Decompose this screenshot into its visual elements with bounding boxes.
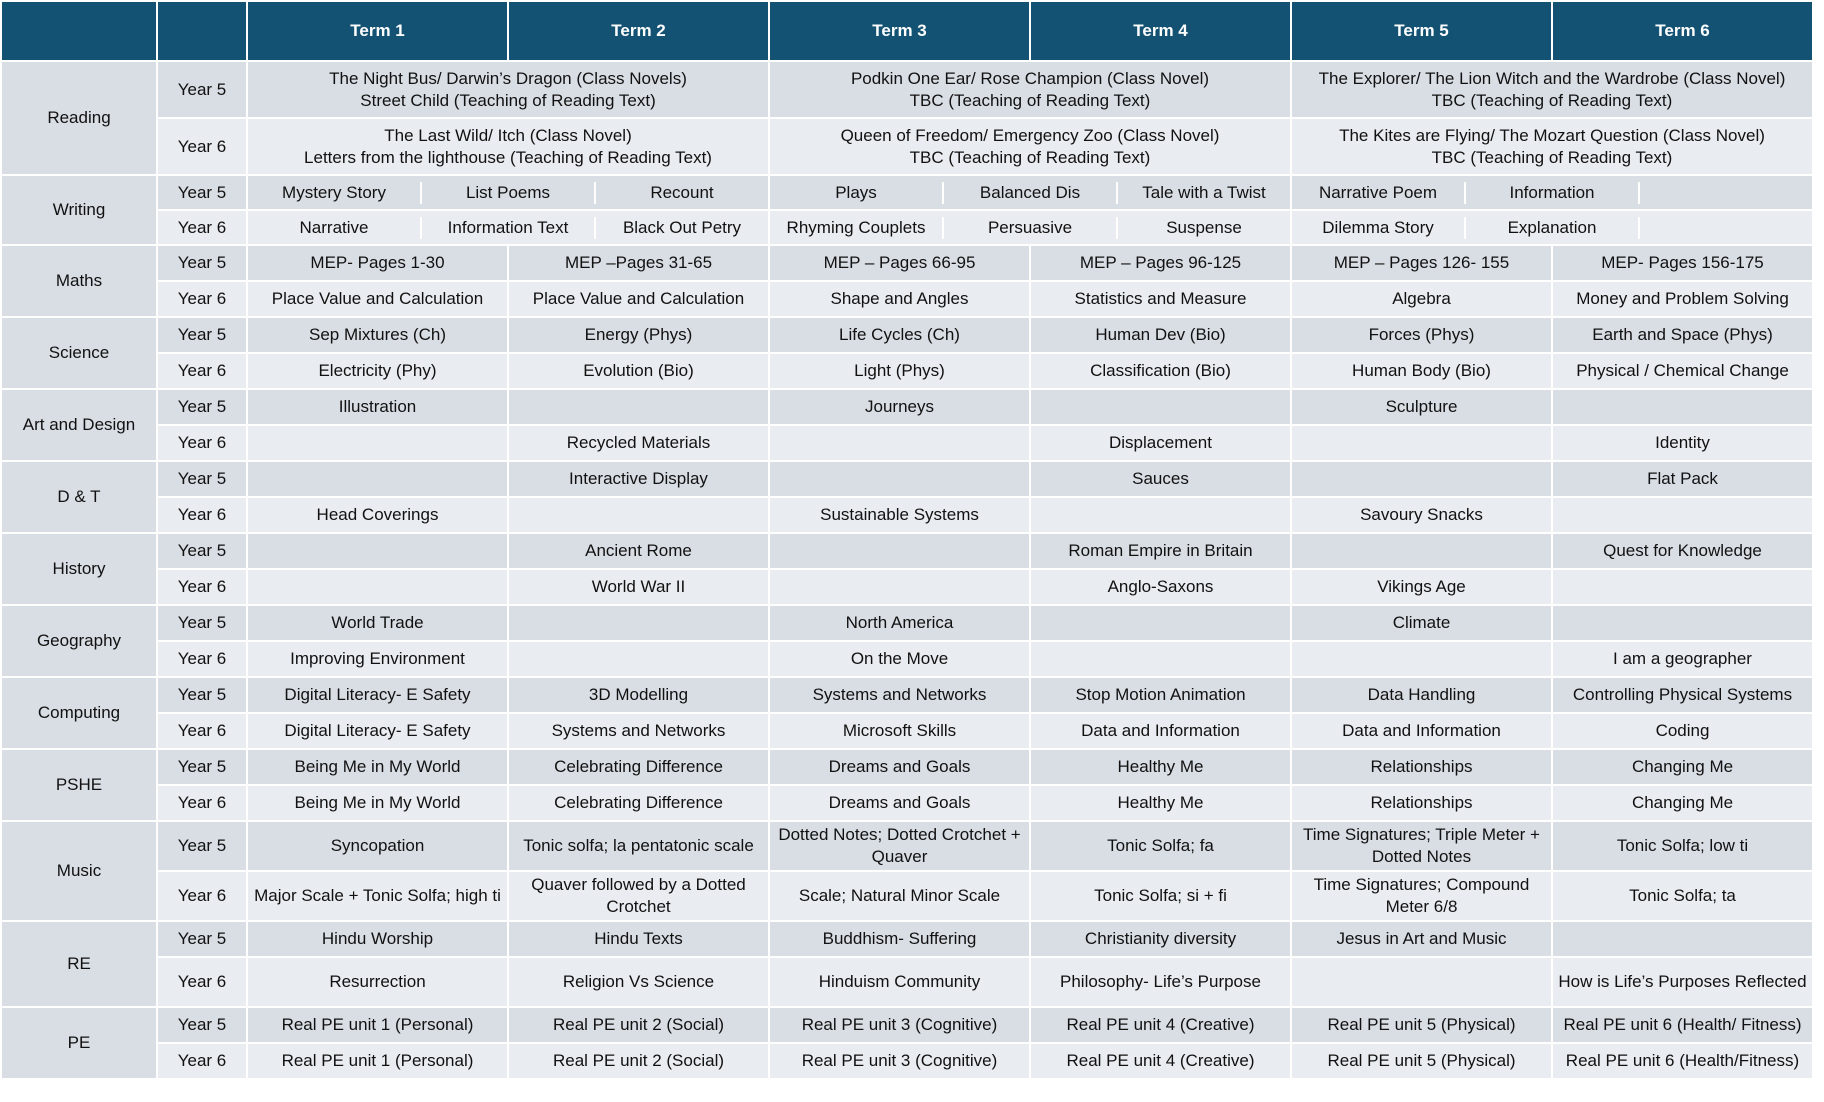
term-cell [1291, 641, 1552, 677]
term-cell: Real PE unit 2 (Social) [508, 1043, 769, 1079]
term-cell [769, 461, 1030, 497]
year-cell: Year 5 [157, 389, 247, 425]
writing-cell: Narrative Poem [1292, 182, 1466, 204]
term-cell: Hinduism Community [769, 957, 1030, 1007]
subject-cell: Art and Design [1, 389, 157, 461]
writing-cell [1640, 217, 1812, 239]
year-cell: Year 5 [157, 61, 247, 118]
year-cell: Year 5 [157, 317, 247, 353]
term-cell: Sep Mixtures (Ch) [247, 317, 508, 353]
term-cell [508, 497, 769, 533]
reading-cell [769, 118, 1291, 175]
writing-cell: Recount [650, 182, 714, 202]
writing-cell: Black Out Petry [622, 217, 742, 237]
table-row [1, 118, 1813, 175]
term-cell [508, 605, 769, 641]
year-cell: Year 6 [157, 957, 247, 1007]
year-cell: Year 5 [157, 1007, 247, 1043]
subject-cell: Science [1, 317, 157, 389]
term-cell: Real PE unit 1 (Personal) [247, 1007, 508, 1043]
reading-line: TBC (Teaching of Reading Text) [909, 90, 1151, 110]
term-cell: Forces (Phys) [1291, 317, 1552, 353]
term-cell: Controlling Physical Systems [1552, 677, 1813, 713]
term-cell: Ancient Rome [508, 533, 769, 569]
term-cell: Resurrection [247, 957, 508, 1007]
subject-cell: D & T [1, 461, 157, 533]
term-cell [1291, 461, 1552, 497]
term-cell: Real PE unit 3 (Cognitive) [769, 1007, 1030, 1043]
term-cell: Quest for Knowledge [1552, 533, 1813, 569]
term-cell [769, 533, 1030, 569]
reading-cell [1291, 118, 1813, 175]
term-cell: Changing Me [1552, 785, 1813, 821]
term-cell: Digital Literacy- E Safety [247, 713, 508, 749]
term-cell: Improving Environment [247, 641, 508, 677]
writing-cell: Plays [770, 182, 944, 204]
year-cell: Year 5 [157, 921, 247, 957]
table-row [1, 713, 1813, 749]
year-cell: Year 5 [157, 605, 247, 641]
year-cell: Year 6 [157, 353, 247, 389]
writing-cell: Tale with a Twist [1142, 182, 1266, 202]
term-cell: Physical / Chemical Change [1552, 353, 1813, 389]
reading-line: TBC (Teaching of Reading Text) [1431, 90, 1673, 110]
reading-line: Podkin One Ear/ Rose Champion (Class Novel) [850, 68, 1210, 88]
term-cell: Data Handling [1291, 677, 1552, 713]
term-cell: Stop Motion Animation [1030, 677, 1291, 713]
term-cell: Vikings Age [1291, 569, 1552, 605]
term-cell [247, 461, 508, 497]
table-row [1, 921, 1813, 957]
table-row [1, 461, 1813, 497]
term-cell: Digital Literacy- E Safety [247, 677, 508, 713]
header-term-5: Term 5 [1291, 1, 1552, 61]
term-cell: How is Life’s Purposes Reflected [1552, 957, 1813, 1007]
term-cell [1030, 389, 1291, 425]
term-cell: Real PE unit 4 (Creative) [1030, 1007, 1291, 1043]
header-term-1: Term 1 [247, 1, 508, 61]
term-cell: Real PE unit 5 (Physical) [1291, 1043, 1552, 1079]
term-cell: MEP- Pages 1-30 [247, 245, 508, 281]
term-cell [247, 533, 508, 569]
term-cell: Religion Vs Science [508, 957, 769, 1007]
table-row [1, 317, 1813, 353]
term-cell [1552, 389, 1813, 425]
term-cell: Illustration [247, 389, 508, 425]
term-cell [508, 641, 769, 677]
term-cell: On the Move [769, 641, 1030, 677]
term-cell: Journeys [769, 389, 1030, 425]
writing-cell: Rhyming Couplets [770, 217, 944, 239]
table-row [1, 821, 1813, 871]
reading-cell [247, 118, 769, 175]
table-row [1, 389, 1813, 425]
term-cell: Time Signatures; Triple Meter + Dotted Notes [1291, 821, 1552, 871]
table-row [1, 175, 1813, 210]
term-cell: Earth and Space (Phys) [1552, 317, 1813, 353]
term-cell: Quaver followed by a Dotted Crotchet [508, 871, 769, 921]
term-cell: MEP- Pages 156-175 [1552, 245, 1813, 281]
term-cell [1291, 957, 1552, 1007]
year-cell: Year 6 [157, 1043, 247, 1079]
writing-cell: Information Text [422, 217, 596, 239]
term-cell: Head Coverings [247, 497, 508, 533]
year-cell: Year 6 [157, 210, 247, 245]
reading-line: The Kites are Flying/ The Mozart Question (Class Novel) [1339, 125, 1765, 145]
term-cell [1552, 569, 1813, 605]
term-cell: Tonic solfa; la pentatonic scale [508, 821, 769, 871]
term-cell: 3D Modelling [508, 677, 769, 713]
term-cell: Relationships [1291, 785, 1552, 821]
term-cell [1291, 533, 1552, 569]
term-cell: Dreams and Goals [769, 749, 1030, 785]
term-cell: Real PE unit 2 (Social) [508, 1007, 769, 1043]
term-cell: Microsoft Skills [769, 713, 1030, 749]
table-row [1, 749, 1813, 785]
subject-cell: Music [1, 821, 157, 921]
table-row [1, 1043, 1813, 1079]
header-corner [1, 1, 157, 61]
term-cell: Displacement [1030, 425, 1291, 461]
table-row [1, 61, 1813, 118]
term-cell [1552, 921, 1813, 957]
reading-line: TBC (Teaching of Reading Text) [1431, 147, 1673, 167]
writing-group [247, 210, 769, 245]
term-cell: Hindu Texts [508, 921, 769, 957]
writing-cell: Explanation [1466, 217, 1640, 239]
subject-cell: Writing [1, 175, 157, 245]
term-cell: Hindu Worship [247, 921, 508, 957]
term-cell: Tonic Solfa; low ti [1552, 821, 1813, 871]
writing-cell: Persuasive [944, 217, 1118, 239]
writing-group [247, 175, 769, 210]
table-row [1, 785, 1813, 821]
table-row [1, 353, 1813, 389]
year-cell: Year 6 [157, 871, 247, 921]
writing-cell: Mystery Story [248, 182, 422, 204]
term-cell: MEP – Pages 126- 155 [1291, 245, 1552, 281]
table-row [1, 1007, 1813, 1043]
year-cell: Year 5 [157, 461, 247, 497]
term-cell: Time Signatures; Compound Meter 6/8 [1291, 871, 1552, 921]
term-cell: Major Scale + Tonic Solfa; high ti [247, 871, 508, 921]
term-cell [769, 569, 1030, 605]
term-cell: Being Me in My World [247, 749, 508, 785]
term-cell: Philosophy- Life’s Purpose [1030, 957, 1291, 1007]
term-cell: Interactive Display [508, 461, 769, 497]
year-cell: Year 5 [157, 821, 247, 871]
writing-group [1291, 210, 1813, 245]
year-cell: Year 5 [157, 245, 247, 281]
table-row [1, 871, 1813, 921]
table-row [1, 641, 1813, 677]
term-cell [1552, 605, 1813, 641]
term-cell: Data and Information [1291, 713, 1552, 749]
term-cell: Healthy Me [1030, 785, 1291, 821]
term-cell: Healthy Me [1030, 749, 1291, 785]
term-cell [247, 425, 508, 461]
term-cell: Real PE unit 4 (Creative) [1030, 1043, 1291, 1079]
table-row [1, 677, 1813, 713]
year-cell: Year 6 [157, 425, 247, 461]
term-cell: Evolution (Bio) [508, 353, 769, 389]
reading-line: Letters from the lighthouse (Teaching of Reading Text) [304, 147, 712, 167]
term-cell: Real PE unit 3 (Cognitive) [769, 1043, 1030, 1079]
term-cell: Systems and Networks [769, 677, 1030, 713]
term-cell: I am a geographer [1552, 641, 1813, 677]
writing-cell: Dilemma Story [1292, 217, 1466, 239]
term-cell: Syncopation [247, 821, 508, 871]
writing-cell [1640, 182, 1812, 204]
subject-cell: PSHE [1, 749, 157, 821]
term-cell: Dreams and Goals [769, 785, 1030, 821]
term-cell: MEP – Pages 66-95 [769, 245, 1030, 281]
header-year-col [157, 1, 247, 61]
reading-cell [247, 61, 769, 118]
term-cell: Algebra [1291, 281, 1552, 317]
term-cell: Being Me in My World [247, 785, 508, 821]
table-row [1, 605, 1813, 641]
term-cell [1291, 425, 1552, 461]
term-cell: World Trade [247, 605, 508, 641]
writing-cell: Suspense [1166, 217, 1242, 237]
term-cell: Christianity diversity [1030, 921, 1291, 957]
table-row [1, 497, 1813, 533]
year-cell: Year 5 [157, 749, 247, 785]
term-cell: Life Cycles (Ch) [769, 317, 1030, 353]
term-cell: Buddhism- Suffering [769, 921, 1030, 957]
term-cell [1552, 497, 1813, 533]
reading-cell [1291, 61, 1813, 118]
reading-line: Queen of Freedom/ Emergency Zoo (Class Novel) [840, 125, 1220, 145]
subject-cell: PE [1, 1007, 157, 1079]
table-row [1, 210, 1813, 245]
term-cell [769, 425, 1030, 461]
term-cell: Place Value and Calculation [247, 281, 508, 317]
term-cell: Classification (Bio) [1030, 353, 1291, 389]
header-term-2: Term 2 [508, 1, 769, 61]
term-cell: Tonic Solfa; ta [1552, 871, 1813, 921]
term-cell: Real PE unit 5 (Physical) [1291, 1007, 1552, 1043]
year-cell: Year 5 [157, 677, 247, 713]
term-cell: Sculpture [1291, 389, 1552, 425]
subject-cell: Maths [1, 245, 157, 317]
term-cell: Recycled Materials [508, 425, 769, 461]
term-cell: Changing Me [1552, 749, 1813, 785]
year-cell: Year 6 [157, 281, 247, 317]
term-cell: Relationships [1291, 749, 1552, 785]
subject-cell: Reading [1, 61, 157, 175]
term-cell: Electricity (Phy) [247, 353, 508, 389]
term-cell: North America [769, 605, 1030, 641]
term-cell: Dotted Notes; Dotted Crotchet + Quaver [769, 821, 1030, 871]
table-row [1, 957, 1813, 1007]
subject-cell: History [1, 533, 157, 605]
table-row [1, 281, 1813, 317]
term-cell: Money and Problem Solving [1552, 281, 1813, 317]
writing-cell: Narrative [248, 217, 422, 239]
reading-line: The Night Bus/ Darwin’s Dragon (Class Novels) [329, 68, 687, 88]
term-cell [1030, 605, 1291, 641]
term-cell: Human Dev (Bio) [1030, 317, 1291, 353]
term-cell: Flat Pack [1552, 461, 1813, 497]
header-term-4: Term 4 [1030, 1, 1291, 61]
term-cell: Sauces [1030, 461, 1291, 497]
year-cell: Year 5 [157, 533, 247, 569]
year-cell: Year 6 [157, 785, 247, 821]
reading-cell [769, 61, 1291, 118]
term-cell [247, 569, 508, 605]
header-term-3: Term 3 [769, 1, 1030, 61]
term-cell: Roman Empire in Britain [1030, 533, 1291, 569]
table-row [1, 245, 1813, 281]
term-cell [1030, 641, 1291, 677]
term-cell [1030, 497, 1291, 533]
term-cell: Statistics and Measure [1030, 281, 1291, 317]
term-cell: Systems and Networks [508, 713, 769, 749]
term-cell: Coding [1552, 713, 1813, 749]
reading-line: The Explorer/ The Lion Witch and the Wardrobe (Class Novel) [1318, 68, 1786, 88]
writing-cell: Balanced Dis [944, 182, 1118, 204]
term-cell: Climate [1291, 605, 1552, 641]
term-cell: Light (Phys) [769, 353, 1030, 389]
header-row [1, 1, 1813, 61]
term-cell: Tonic Solfa; si + fi [1030, 871, 1291, 921]
writing-cell: Information [1466, 182, 1640, 204]
writing-group [769, 175, 1291, 210]
term-cell: Celebrating Difference [508, 749, 769, 785]
header-term-6: Term 6 [1552, 1, 1813, 61]
term-cell: Jesus in Art and Music [1291, 921, 1552, 957]
term-cell [508, 389, 769, 425]
term-cell: World War II [508, 569, 769, 605]
table-row [1, 533, 1813, 569]
term-cell: Anglo-Saxons [1030, 569, 1291, 605]
subject-cell: RE [1, 921, 157, 1007]
reading-line: Street Child (Teaching of Reading Text) [360, 90, 656, 110]
reading-line: The Last Wild/ Itch (Class Novel) [384, 125, 632, 145]
term-cell: Tonic Solfa; fa [1030, 821, 1291, 871]
term-cell: Shape and Angles [769, 281, 1030, 317]
term-cell: Human Body (Bio) [1291, 353, 1552, 389]
year-cell: Year 5 [157, 175, 247, 210]
table-row [1, 569, 1813, 605]
year-cell: Year 6 [157, 569, 247, 605]
year-cell: Year 6 [157, 713, 247, 749]
term-cell: MEP – Pages 96-125 [1030, 245, 1291, 281]
year-cell: Year 6 [157, 118, 247, 175]
term-cell: Data and Information [1030, 713, 1291, 749]
writing-cell: List Poems [422, 182, 596, 204]
term-cell: MEP –Pages 31-65 [508, 245, 769, 281]
year-cell: Year 6 [157, 641, 247, 677]
writing-group [769, 210, 1291, 245]
term-cell: Celebrating Difference [508, 785, 769, 821]
term-cell: Real PE unit 6 (Health/ Fitness) [1552, 1007, 1813, 1043]
term-cell: Place Value and Calculation [508, 281, 769, 317]
year-cell: Year 6 [157, 497, 247, 533]
reading-line: TBC (Teaching of Reading Text) [909, 147, 1151, 167]
table-row [1, 425, 1813, 461]
term-cell: Sustainable Systems [769, 497, 1030, 533]
subject-cell: Computing [1, 677, 157, 749]
writing-group [1291, 175, 1813, 210]
term-cell: Identity [1552, 425, 1813, 461]
term-cell: Real PE unit 1 (Personal) [247, 1043, 508, 1079]
term-cell: Savoury Snacks [1291, 497, 1552, 533]
term-cell: Real PE unit 6 (Health/Fitness) [1552, 1043, 1813, 1079]
subject-cell: Geography [1, 605, 157, 677]
term-cell: Energy (Phys) [508, 317, 769, 353]
term-cell: Scale; Natural Minor Scale [769, 871, 1030, 921]
